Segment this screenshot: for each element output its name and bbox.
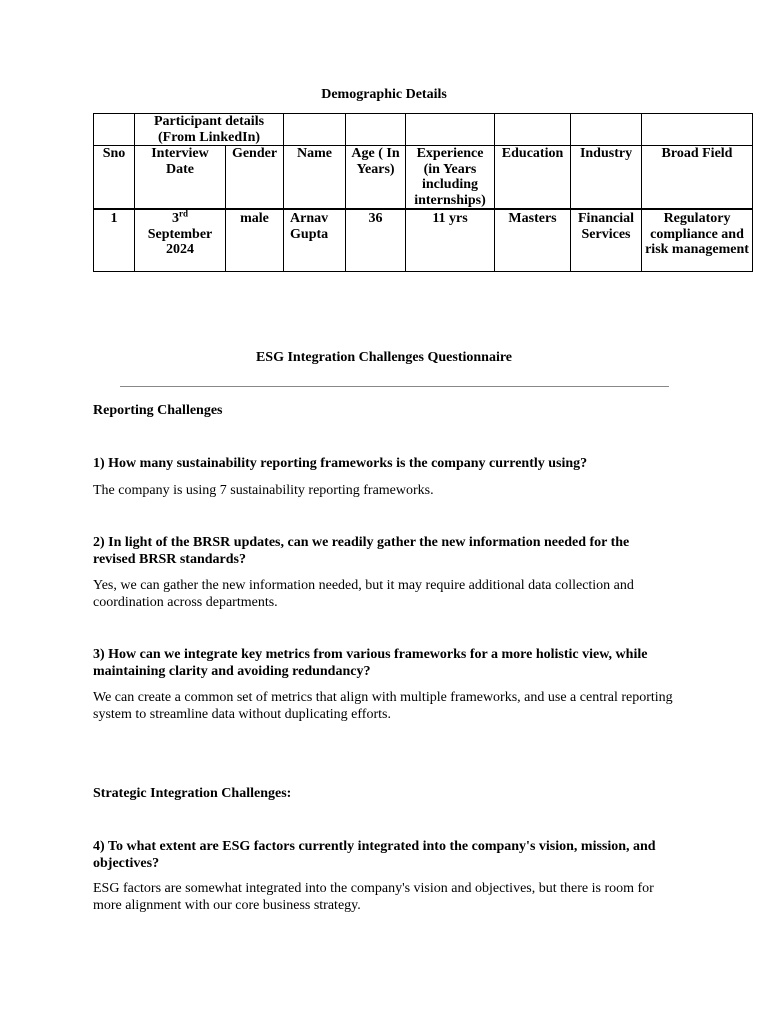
page-title: Demographic Details xyxy=(321,87,447,102)
table-cell xyxy=(284,114,346,146)
header-gender: Gender xyxy=(226,146,284,210)
cell-gender: male xyxy=(226,209,284,272)
divider xyxy=(120,386,669,387)
table-cell xyxy=(642,114,753,146)
participant-details-header: Participant details (From LinkedIn) xyxy=(135,114,284,146)
cell-education: Masters xyxy=(495,209,571,272)
answer-4: ESG factors are somewhat integrated into the company's vision and objectives, but there is room for more alignment with our core business strategy. xyxy=(93,881,654,913)
answer-2: Yes, we can gather the new information needed, but it may require additional data collection and coordination across departments. xyxy=(93,578,634,610)
table-header-row-2 xyxy=(94,146,753,210)
table-cell xyxy=(495,114,571,146)
header-education: Education xyxy=(495,146,571,210)
cell-broad-field: Regulatory compliance and risk management xyxy=(642,209,753,272)
header-name: Name xyxy=(284,146,346,210)
table-cell xyxy=(94,114,135,146)
table-cell xyxy=(346,114,406,146)
header-broad-field: Broad Field xyxy=(642,146,753,210)
section-heading: Strategic Integration Challenges: xyxy=(93,786,292,801)
question-3: 3) How can we integrate key metrics from various frameworks for a more holistic view, while maintaining clarity and avoiding redundancy? xyxy=(93,647,648,679)
cell-interview-date xyxy=(135,209,226,272)
date-day: 3 xyxy=(172,211,179,226)
question-4: 4) To what extent are ESG factors currently integrated into the company's vision, mission, and objectives? xyxy=(93,839,656,871)
cell-age: 36 xyxy=(346,209,406,272)
header-age: Age ( In Years) xyxy=(346,146,406,210)
header-experience: Experience (in Years including internships) xyxy=(406,146,495,210)
table-row xyxy=(94,209,753,272)
demographic-table xyxy=(93,113,753,272)
table-header-row-1 xyxy=(94,114,753,146)
question-2: 2) In light of the BRSR updates, can we readily gather the new information needed for the revised BRSR standards? xyxy=(93,535,630,567)
table-cell xyxy=(406,114,495,146)
answer-1: The company is using 7 sustainability reporting frameworks. xyxy=(93,483,434,498)
cell-name: Arnav Gupta xyxy=(284,209,346,272)
questionnaire-title: ESG Integration Challenges Questionnaire xyxy=(255,350,513,365)
cell-experience: 11 yrs xyxy=(406,209,495,272)
header-interview-date: Interview Date xyxy=(135,146,226,210)
cell-sno: 1 xyxy=(94,209,135,272)
table-cell xyxy=(571,114,642,146)
section-heading: Reporting Challenges xyxy=(93,403,223,418)
question-1: 1) How many sustainability reporting frameworks is the company currently using? xyxy=(93,456,588,471)
header-sno: Sno xyxy=(94,146,135,210)
answer-3: We can create a common set of metrics that align with multiple frameworks, and use a central reporting system to streamline data without duplicating efforts. xyxy=(93,690,673,722)
date-rest: September 2024 xyxy=(147,226,213,257)
header-industry: Industry xyxy=(571,146,642,210)
cell-industry: Financial Services xyxy=(571,209,642,272)
date-suffix: rd xyxy=(179,208,188,219)
